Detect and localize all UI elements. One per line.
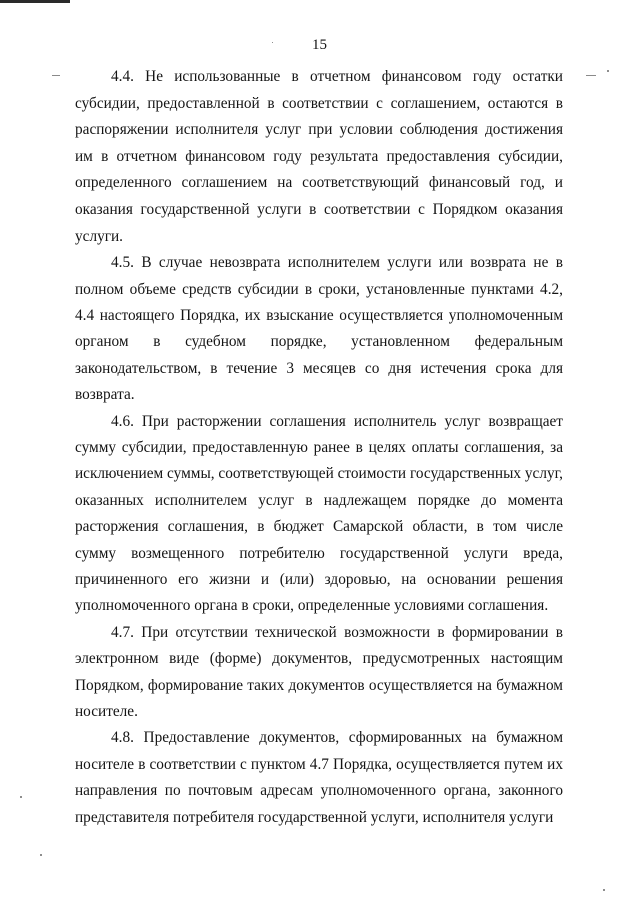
scan-speck (40, 854, 42, 856)
scan-speck (603, 889, 605, 891)
paragraph-4-8: 4.8. Предоставление документов, сформированных на бумажном носителе в соответствии с пунктом 4.7 Порядка, осуществляется путем их направления по почтовым адресам уполномоченного органа, законного представителя потребителя государственной услуги, исполнителя услуги (75, 729, 563, 826)
paragraph-4-4: 4.4. Не использованные в отчетном финансовом году остатки субсидии, предоставленной в соответствии с соглашением, остаются в распоряжении исполнителя услуг при условии соблюдения достижения им в отчетном финансовом году результата предоставления субсидии, определенного соглашением на соответствующий финансовый год, и оказания государственной услуги в соответствии с Порядком оказания услуги. (75, 68, 563, 245)
document-body (75, 64, 563, 831)
paragraph-4-6: 4.6. При расторжении соглашения исполнитель услуг возвращает сумму субсидии, предоставленную ранее в целях оплаты соглашения, за исключением суммы, соответствующей стоимости государственных услуг, оказанных исполнителем услуг в надлежащем порядке до момента расторжения соглашения, в бюджет Самарской области, в том числе сумму возмещенного потребителю государственной услуги вреда, причиненного его жизни и (или) здоровью, на основании решения уполномоченного органа в сроки, определенные условиями соглашения. (75, 412, 563, 615)
paragraph-4-7: 4.7. При отсутствии технической возможности в формировании в электронном виде (форме) документов, предусмотренных настоящим Порядком, формирование таких документов осуществляется на бумажном носителе. (75, 623, 563, 721)
scan-edge-mark (0, 0, 70, 3)
scan-speck (20, 796, 22, 798)
scan-speck (272, 42, 273, 43)
scan-speck (52, 75, 60, 76)
scan-speck (607, 70, 609, 72)
paragraph-4-5: 4.5. В случае невозврата исполнителем услуги или возврата не в полном объеме средств субсидии в сроки, установленные пунктами 4.2, 4.4 настоящего Порядка, их взыскание осуществляется уполномоченным органом в судебном порядке, установленном федеральным законодательством, в течение 3 месяцев со дня истечения срока для возврата. (75, 254, 563, 404)
page-number: 15 (312, 37, 327, 53)
scan-speck (586, 75, 596, 76)
